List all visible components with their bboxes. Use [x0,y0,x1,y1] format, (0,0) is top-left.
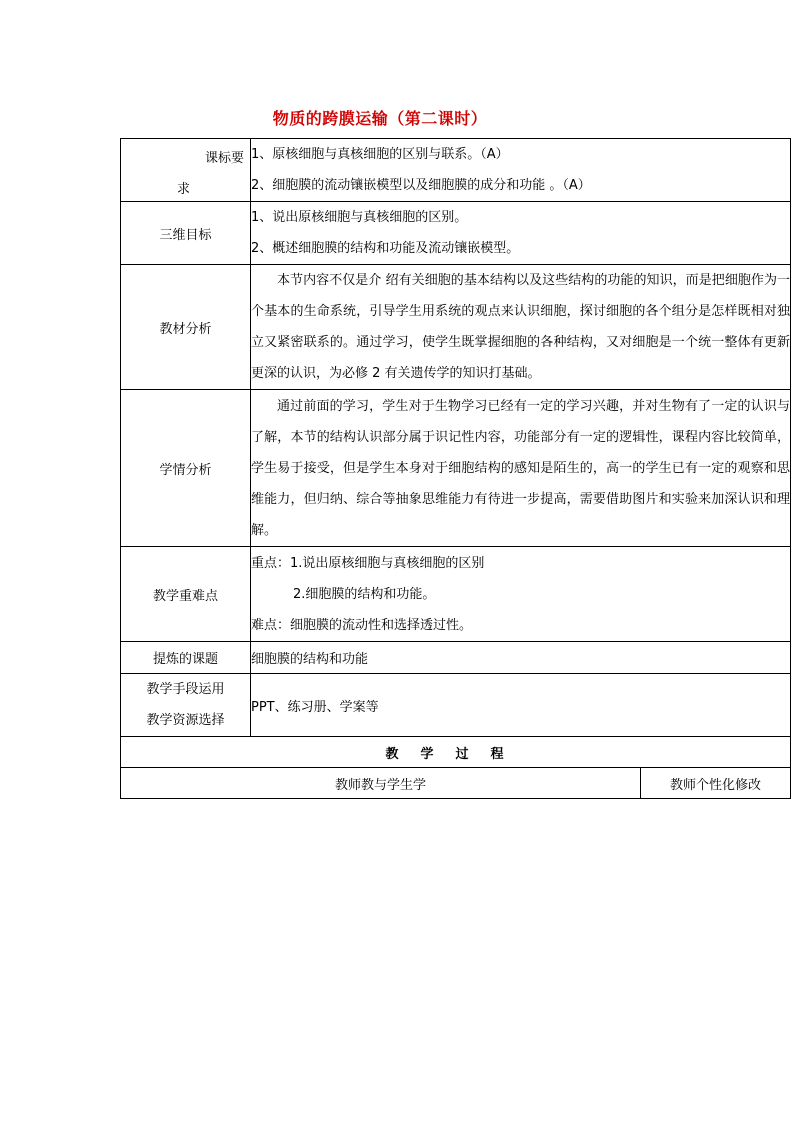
content-resources: PPT、练习册、学案等 [251,674,791,737]
page-title: 物质的跨膜运输（第二课时） [272,109,488,128]
content-key-points [251,547,791,642]
content-topic: 细胞膜的结构和功能 [251,642,791,674]
label-resources-line-1: 教学手段运用 [146,682,225,697]
content-students: 通过前面的学习，学生对于生物学习已经有一定的学习兴趣，并对生物有了一定的认识与了解，本节的结构认识部分属于识记性内容，功能部分有一定的逻辑性，课程内容比较简单，学生易于接受，但是学生本身对于细胞结构的感知是陌生的，高一的学生已有一定的观察和思维能力，但归纳、综合等抽象思维能力有待进一步提高，需要借助图片和实验来加深认识和理解。 [251,390,791,547]
row-goals [121,202,791,265]
lesson-plan-table [120,138,791,799]
key-point-line-2: 2.细胞膜的结构和功能。 [293,586,436,602]
label-topic: 提炼的课题 [121,642,251,674]
label-material: 教材分析 [121,265,251,390]
row-students [121,390,791,547]
label-students: 学情分析 [121,390,251,547]
goals-line-1: 1、说出原核细胞与真核细胞的区别。 [251,210,468,225]
curriculum-line-2: 2、细胞膜的流动镶嵌模型以及细胞膜的成分和功能 。（A） [251,178,591,193]
process-col-personal-edit: 教师个性化修改 [641,768,791,799]
content-curriculum [251,139,791,202]
key-point-line-1: 重点：1.说出原核细胞与真核细胞的区别 [251,555,485,571]
label-resources [121,674,251,737]
curriculum-line-1: 1、原核细胞与真核细胞的区别与联系。（A） [251,147,509,162]
process-heading: 教学过程 [121,737,791,768]
row-material [121,265,791,390]
content-material: 本节内容不仅是介 绍有关细胞的基本结构以及这些结构的功能的知识，而是把细胞作为一个基本的生命系统，引导学生用系统的观点来认识细胞，探讨细胞的各个组分是怎样既相对独立又紧密联系的。通过学习，使学生既掌握细胞的各种结构，又对细胞是一个统一整体有更新更深的认识，为必修 2 有关遗传学的知识打基础。 [251,265,791,390]
row-process-heading [121,737,791,768]
label-goals: 三维目标 [121,202,251,265]
row-topic [121,642,791,674]
process-col-teacher-student: 教师教与学生学 [121,768,641,799]
content-goals [251,202,791,265]
row-key-points [121,547,791,642]
row-process-columns [121,768,791,799]
goals-line-2: 2、概述细胞膜的结构和功能及流动镶嵌模型。 [251,241,520,256]
label-curriculum [121,139,251,202]
difficulty-line: 难点：细胞膜的流动性和选择透过性。 [251,617,473,633]
row-curriculum [121,139,791,202]
label-resources-line-2: 教学资源选择 [146,713,225,728]
label-key-points: 教学重难点 [121,547,251,642]
label-curriculum-top: 课标要 [204,151,244,166]
row-resources [121,674,791,737]
label-curriculum-bottom: 求 [177,182,191,197]
